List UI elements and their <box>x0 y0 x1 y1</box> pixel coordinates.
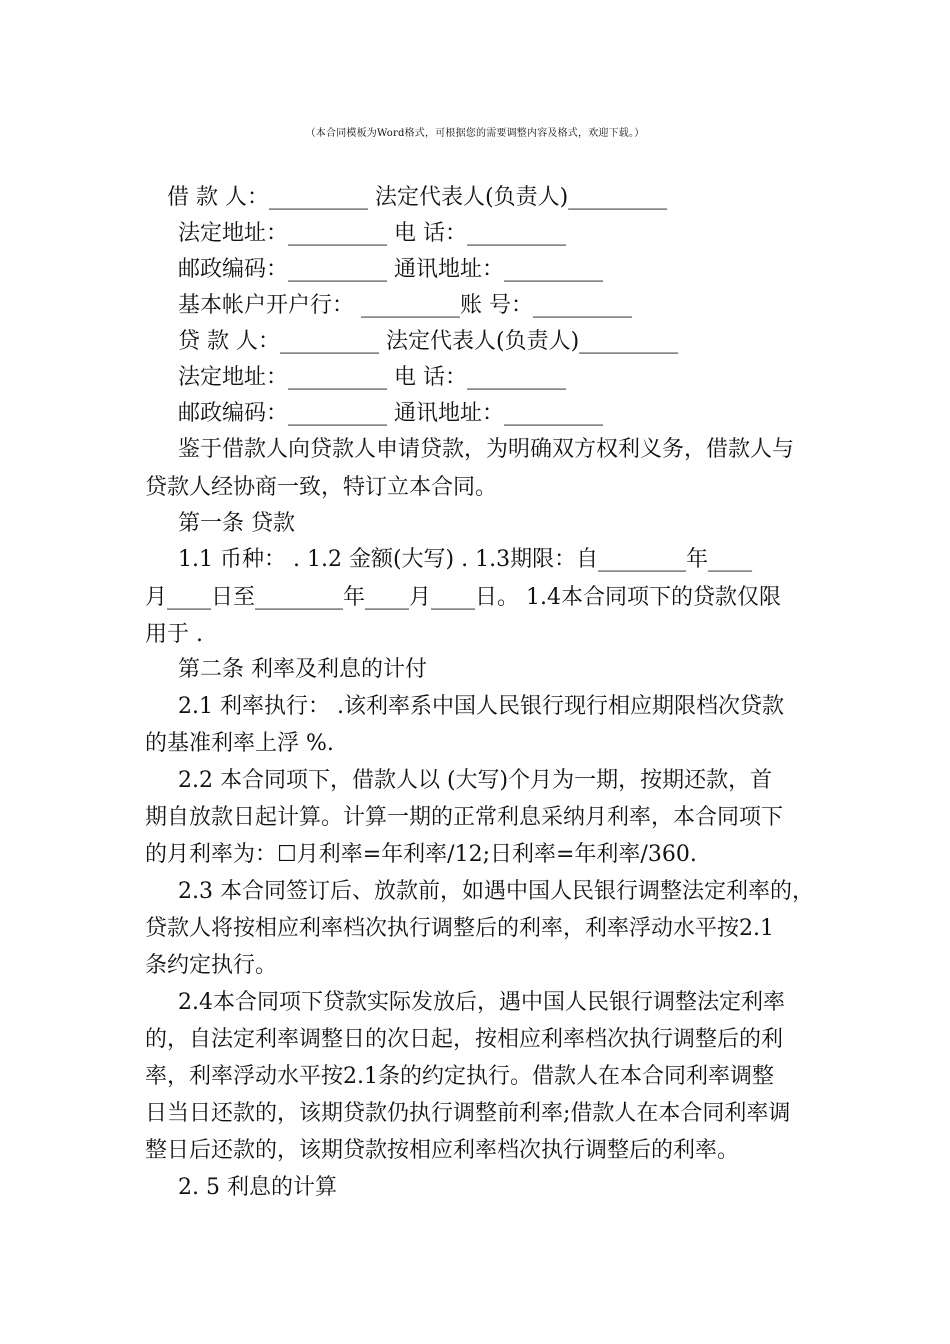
clause-1-line-3: 用于 . <box>145 622 203 647</box>
clause-2-4-line-4: 日当日还款的，该期贷款仍执行调整前利率;借款人在本合同利率调 <box>145 1101 791 1126</box>
clause-2-3-line-1: 2.3 本合同签订后、放款前，如遇中国人民银行调整法定利率的， <box>178 879 814 904</box>
clause-2-5-heading: 2. 5 利息的计算 <box>178 1175 337 1200</box>
article-1-heading: 第一条 贷款 <box>178 511 295 536</box>
clause-2-4-line-2: 的，自法定利率调整日的次日起，按相应利率档次执行调整后的利 <box>145 1027 784 1052</box>
preamble-line-1: 鉴于借款人向贷款人申请贷款，为明确双方权利义务，借款人与 <box>178 437 795 462</box>
borrower-address-line: 法定地址：_________ 电 话：_________ <box>178 221 566 246</box>
article-2-heading: 第二条 利率及利息的计付 <box>178 657 427 682</box>
clause-1-line-2: 月____日至________年____月____日。 1.4本合同项下的贷款仅限 <box>145 585 781 610</box>
borrower-bank-line: 基本帐户开户行： _________账 号：_________ <box>178 293 632 318</box>
lender-line: 贷 款 人：_________ 法定代表人(负责人)_________ <box>178 329 679 354</box>
clause-2-4-line-3: 率，利率浮动水平按2.1条的约定执行。借款人在本合同利率调整 <box>145 1064 774 1089</box>
clause-2-4-line-1: 2.4本合同项下贷款实际发放后，遇中国人民银行调整法定利率 <box>178 990 785 1015</box>
clause-2-4-line-5: 整日后还款的，该期贷款按相应利率档次执行调整后的利率。 <box>145 1138 740 1163</box>
clause-2-3-line-3: 条约定执行。 <box>145 953 278 978</box>
clause-2-1-line-2: 的基准利率上浮 %. <box>145 731 334 756</box>
clause-2-2-line-1: 2.2 本合同项下，借款人以 (大写)个月为一期，按期还款，首 <box>178 768 773 793</box>
lender-address-line: 法定地址：_________ 电 话：_________ <box>178 365 566 390</box>
clause-1-line-1: 1.1 币种： . 1.2 金额(大写) . 1.3期限：自________年____ <box>178 547 753 572</box>
lender-postcode-line: 邮政编码：_________ 通讯地址：_________ <box>178 401 603 426</box>
borrower-postcode-line: 邮政编码：_________ 通讯地址：_________ <box>178 257 603 282</box>
clause-2-2-line-2: 期自放款日起计算。计算一期的正常利息采纳月利率，本合同项下 <box>145 805 784 830</box>
clause-2-2-line-3: 的月利率为：☐月利率=年利率/12;日利率=年利率/360. <box>145 842 697 867</box>
clause-2-1-line-1: 2.1 利率执行： .该利率系中国人民银行现行相应期限档次贷款 <box>178 694 784 719</box>
preamble-line-2: 贷款人经协商一致，特订立本合同。 <box>145 475 498 500</box>
clause-2-3-line-2: 贷款人将按相应利率档次执行调整后的利率，利率浮动水平按2.1 <box>145 916 774 941</box>
borrower-line: 借 款 人：_________ 法定代表人(负责人)_________ <box>167 185 668 210</box>
template-note: （本合同模板为Word格式，可根据您的需要调整内容及格式，欢迎下载。） <box>305 128 645 139</box>
